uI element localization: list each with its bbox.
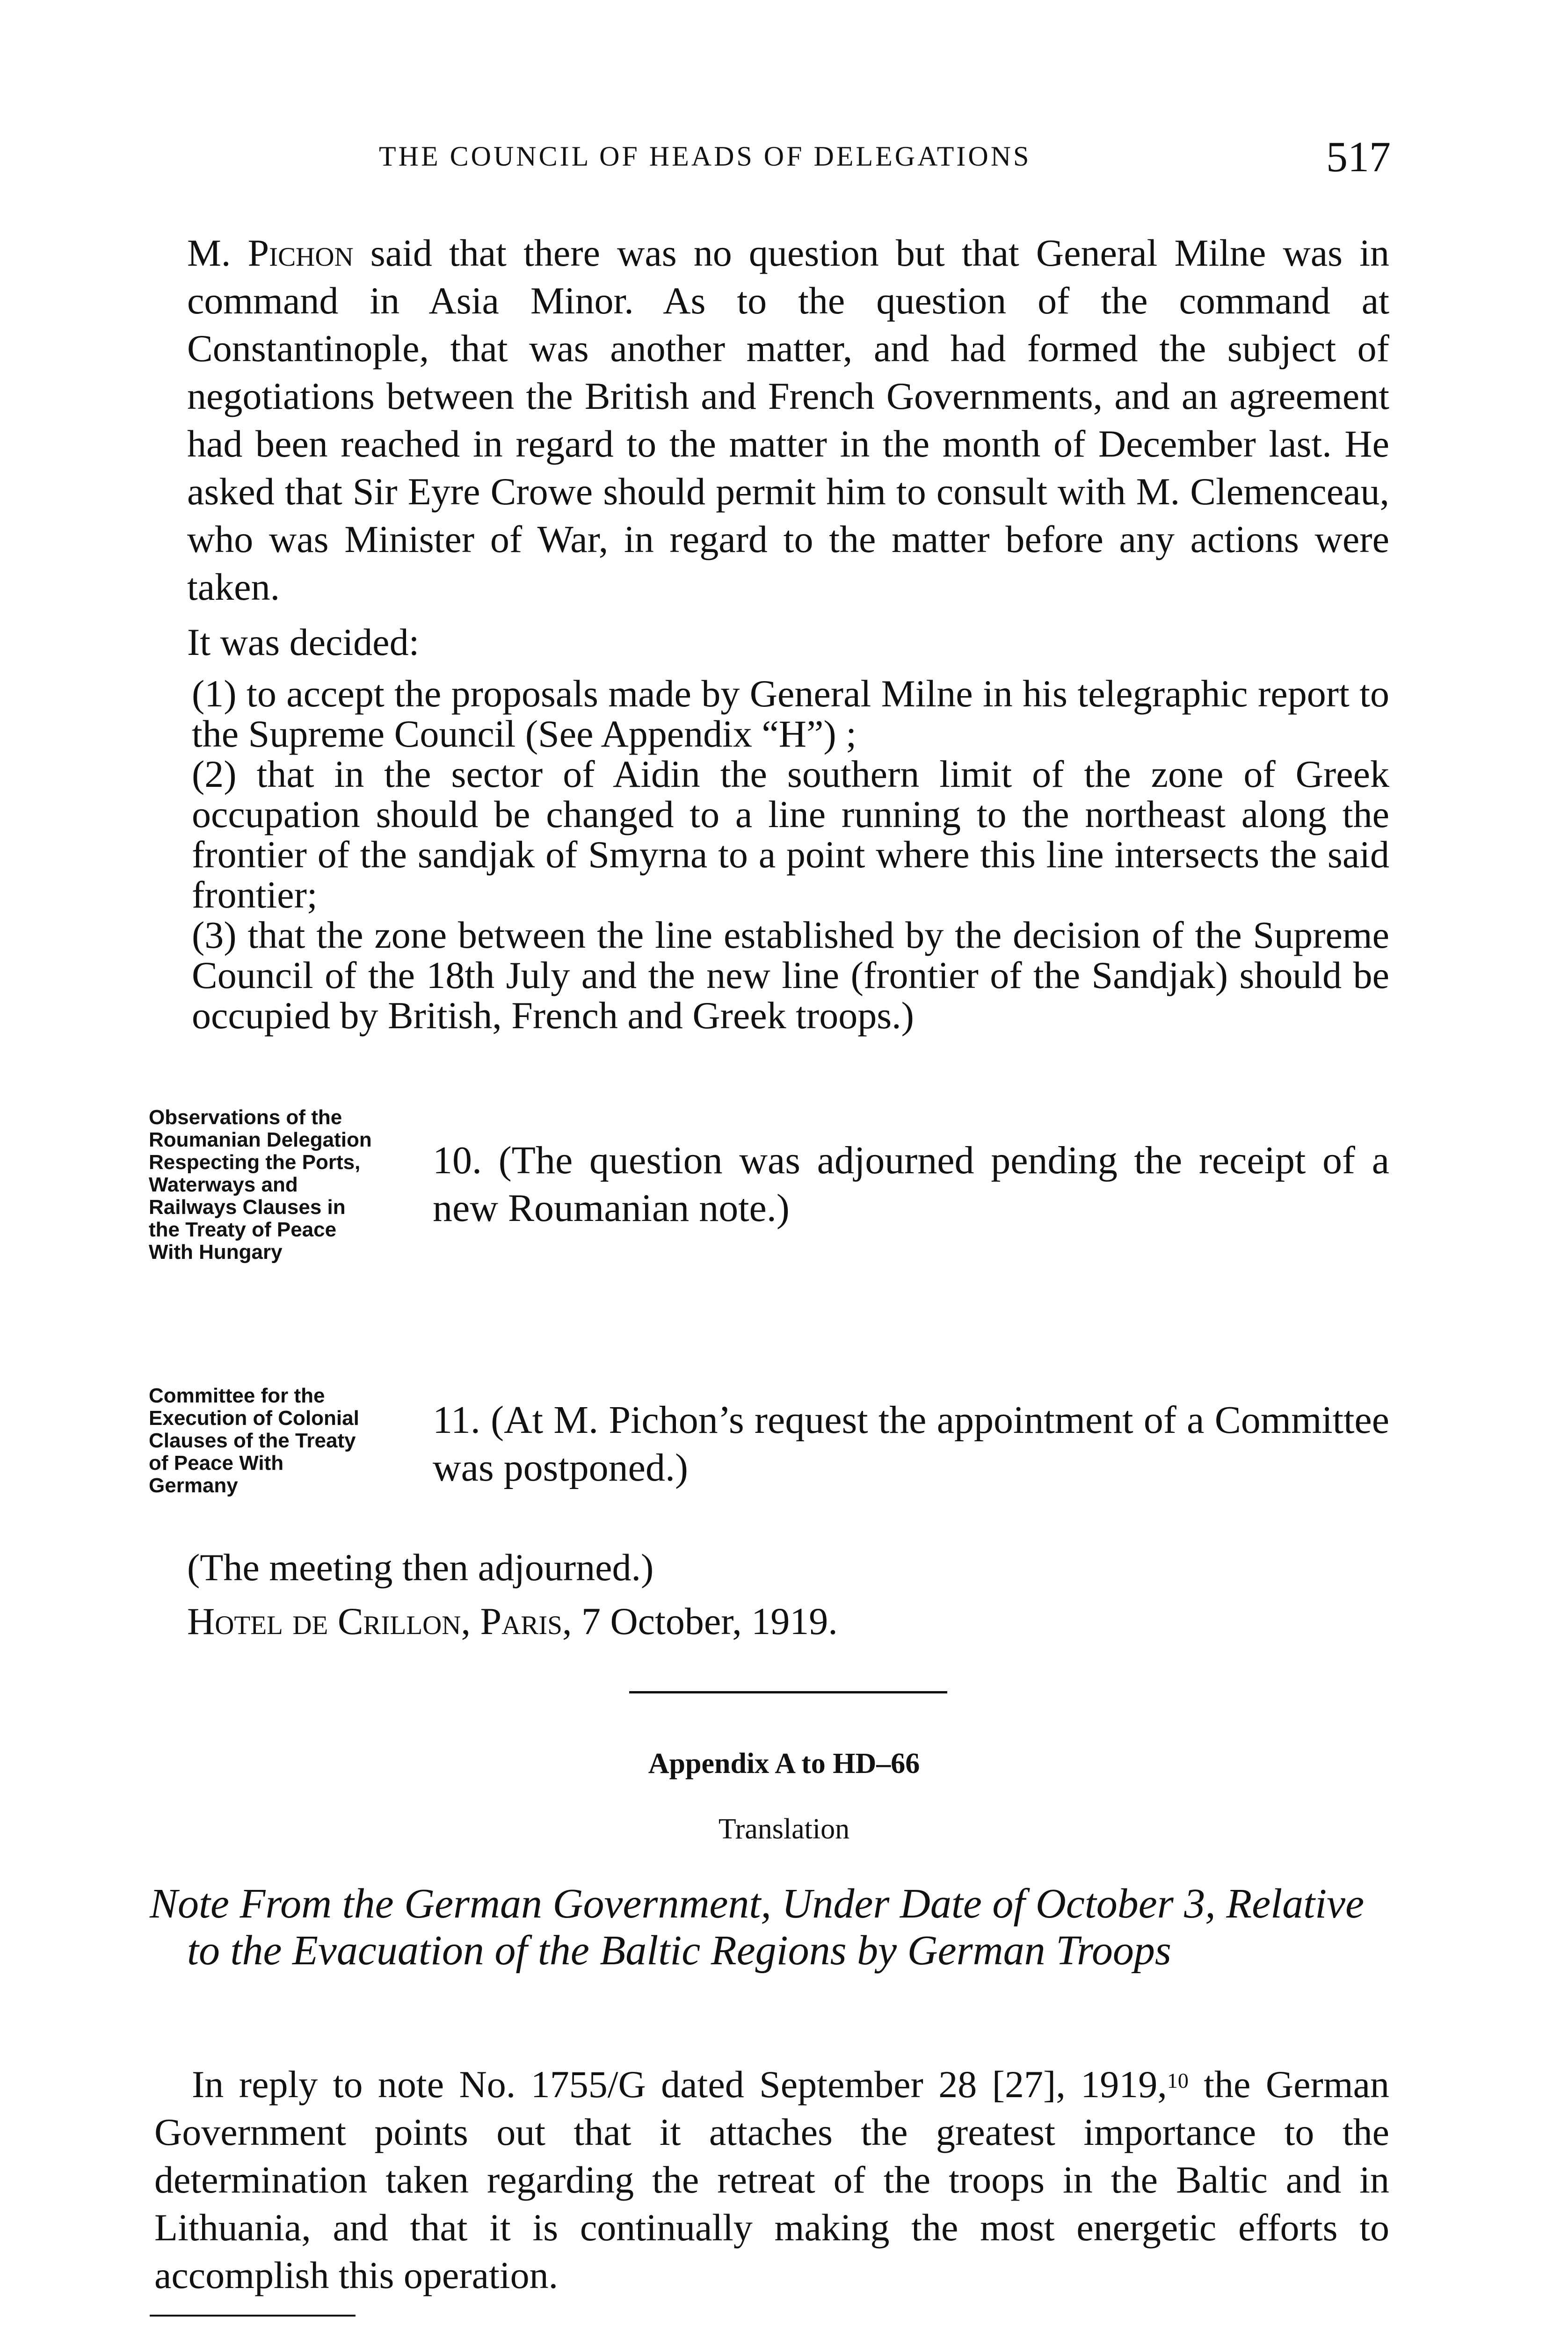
decision-item: (3) that the zone between the line established by the decision of the Supreme Council of the 18th July and the new line (frontier of the Sandjak) should be occupied by British, French and Greek troops.)	[192, 914, 1389, 1037]
decision-item: (2) that in the sector of Aidin the southern limit of the zone of Greek occupation should be changed to a line running to the northeast along the frontier of the sandjak of Smyrna to a point where this line intersects the said frontier;	[192, 753, 1389, 916]
item-10-text: 10. (The question was adjourned pending the receipt of a new Roumanian note.)	[433, 1139, 1389, 1230]
item-11-text: 11. (At M. Pichon’s request the appointment of a Committee was postponed.)	[433, 1398, 1389, 1489]
appendix-subheading: Translation	[718, 1813, 850, 1845]
adjourned-note: (The meeting then adjourned.)	[187, 1546, 654, 1589]
running-header: THE COUNCIL OF HEADS OF DELEGATIONS	[379, 141, 1031, 172]
footnote-rule	[150, 2315, 356, 2317]
note-title: Note From the German Government, Under Date of October 3, Relative to the Evacuation of the Baltic Regions by German Troops	[150, 1881, 1365, 1974]
page-number: 517	[1326, 133, 1391, 181]
opening-text: said that there was no question but that General Milne was in command in Asia Minor. As to the question of the command at Constantinople, that was another matter, and had formed the subject of negotiations between the British and French Governments, and an agreement had been reached in regard to the matter in the month of December last. He asked that Sir Eyre Crowe should permit him to consult with M. Clemenceau, who was Minister of War, in regard to the matter before any actions were taken.	[187, 232, 1389, 608]
signoff	[187, 1598, 1389, 1645]
margin-note-item-10: Observations of the Roumanian Delegation Respecting the Ports, Waterways and Railways Clauses in the Treaty of Peace With Hungary	[149, 1106, 372, 1264]
decision-list	[154, 674, 1389, 1036]
appendix-body-end: the German Government points out that it attaches the greatest importance to the determination taken regarding the retreat of the troops in the Baltic and in Lithuania, and that it is continually making the most energetic efforts to accomplish this operation.	[154, 2063, 1389, 2296]
margin-note-item-11: Committee for the Execution of Colonial Clauses of the Treaty of Peace With Germany	[149, 1384, 359, 1497]
speaker-name: M. Pichon	[187, 232, 354, 274]
appendix-heading: Appendix A to HD–66	[648, 1748, 920, 1780]
section-divider	[629, 1691, 947, 1693]
decision-item: (1) to accept the proposals made by General Milne in his telegraphic report to the Supreme Council (See Appendix “H”) ;	[192, 672, 1389, 755]
appendix-body-start: In reply to note No. 1755/G dated September 28 [27], 1919,	[192, 2063, 1167, 2106]
signoff-date: 7 October, 1919.	[581, 1600, 838, 1642]
opening-paragraph	[187, 229, 1389, 611]
decided-label: It was decided:	[187, 621, 420, 663]
appendix-body	[154, 2061, 1389, 2299]
footnote-reference: 10	[1167, 2069, 1189, 2092]
signoff-place: Hotel de Crillon, Paris,	[187, 1600, 572, 1642]
